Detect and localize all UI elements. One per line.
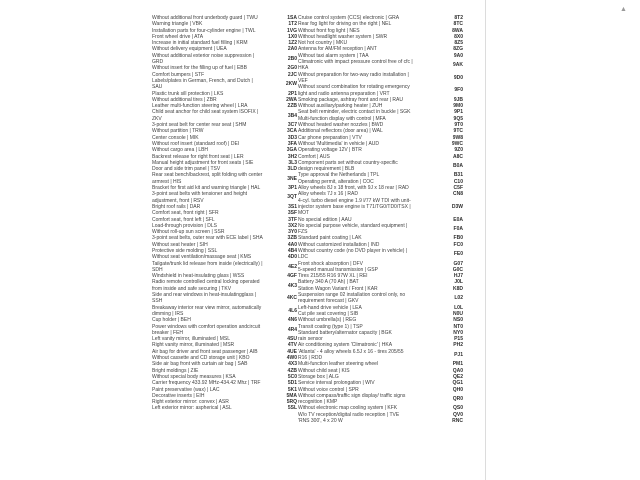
equipment-pr-code: 3CA (286, 128, 297, 135)
equipment-pr-code: 4N6 (287, 317, 297, 324)
equipment-row (152, 305, 297, 318)
equipment-description: Service interval prolongation | WIV (298, 380, 375, 387)
equipment-description: Without heated washer nozzles | BWD (298, 122, 384, 129)
equipment-pr-code: QG1 (452, 380, 463, 387)
equipment-list-right-column (298, 15, 463, 424)
equipment-description: Paint preservative (wax) | LAC (152, 386, 220, 393)
equipment-pr-code: C5F (453, 185, 463, 192)
equipment-row (298, 72, 463, 85)
equipment-pr-code: 4W0 (286, 355, 297, 362)
equipment-description: Without additional front underbody guard | TWU (152, 15, 258, 21)
equipment-pr-code: 9Z0 (454, 147, 463, 154)
equipment-description: Bright moldings | ZIE (152, 367, 199, 374)
equipment-pr-code: 3D3 (287, 134, 297, 141)
equipment-pr-code: 4K3 (287, 282, 297, 289)
equipment-description: Without seat ventilation/massage seat | KMS (152, 254, 252, 261)
equipment-description: Comfort seat, front left | SFL (152, 216, 215, 223)
equipment-description: Bracket for first aid kit and warning triangle | HAL (152, 185, 261, 192)
equipment-pr-code: 8WA (452, 27, 463, 34)
equipment-description: Without cargo area | LBH (152, 147, 209, 154)
equipment-description: Decorative inserts | EIH (152, 392, 205, 399)
equipment-pr-code: 5C0 (287, 373, 297, 380)
equipment-pr-code: 3H2 (287, 153, 297, 160)
equipment-pr-code: 3X2 (288, 222, 297, 229)
equipment-row (152, 405, 297, 411)
equipment-description: Without seat heater | SIH (152, 241, 208, 248)
equipment-pr-code: NT0 (453, 323, 463, 330)
equipment-description: Type approval the Netherlands | TPL (298, 172, 380, 179)
equipment-pr-code: 5RQ (286, 399, 297, 406)
equipment-description: Installation parts for four-cylinder engine | TWL (152, 27, 256, 34)
equipment-description: Without special body measures | KSA (152, 373, 236, 380)
equipment-pr-code: 3FA (287, 140, 297, 147)
equipment-pr-code: 3SF (287, 210, 297, 217)
equipment-description: 3-point seat belt for center rear seat | SHM (152, 122, 247, 129)
equipment-description: Cup holder | BEH (152, 317, 191, 324)
equipment-description: Cruise control system (CCS) electronic | GRA (298, 15, 400, 21)
equipment-pr-code: PJ1 (454, 351, 463, 358)
equipment-description: Station Wagon Variant / Front | KAR (298, 285, 378, 292)
equipment-description: Left vanity mirror, illuminated | MSL (152, 336, 230, 343)
equipment-pr-code: QA0 (452, 367, 463, 374)
equipment-description: No special purpose vehicle, standard equipment | FZS (298, 222, 408, 236)
equipment-description: rain sensor (298, 336, 323, 343)
equipment-description: Without roof insert (standard roof) | DEI (152, 140, 240, 147)
equipment-description: Left-hand drive vehicle | LEA (298, 304, 362, 311)
equipment-pr-code: N0U (452, 310, 463, 317)
equipment-row (152, 78, 297, 91)
equipment-pr-code: 1X0 (288, 33, 297, 40)
equipment-pr-code: 9M0 (453, 103, 463, 110)
equipment-row (298, 349, 463, 362)
equipment-pr-code: 9WC (451, 140, 463, 147)
equipment-pr-code: 3Y0 (288, 229, 297, 236)
equipment-pr-code: 3ZB (287, 235, 297, 242)
equipment-pr-code: FC0 (453, 241, 463, 248)
equipment-row (298, 84, 463, 97)
equipment-pr-code: C10 (453, 178, 463, 185)
equipment-description: Without partition | TRW (152, 128, 204, 135)
equipment-pr-code: 3S1 (288, 203, 297, 210)
equipment-row (298, 198, 463, 217)
equipment-description: Transit coating (type 1) | TSP (298, 323, 363, 330)
equipment-description: Multi-function display with control | MFA (298, 115, 386, 122)
equipment-description: Comfort seat, front right | SFR (152, 210, 219, 217)
scroll-up-icon[interactable]: ▲ (620, 6, 627, 13)
equipment-description: Backrest release for right front seat | LER (152, 153, 244, 160)
equipment-pr-code: D3W (451, 203, 463, 210)
equipment-description: Rear seat bench/backrest, split folding with center armrest | HIS (152, 172, 263, 185)
equipment-pr-code: G0C (452, 266, 463, 273)
equipment-description: Comfort bumpers | STF (152, 71, 205, 78)
equipment-pr-code: 4GF (287, 273, 297, 280)
equipment-description: Without additional exterior noise suppression | GRD (152, 52, 255, 66)
equipment-description: Left exterior mirror: aspherical | ASL (152, 405, 232, 412)
equipment-description: Battery 340 A (70 Ah) | BAT (298, 279, 359, 286)
equipment-description: Alloy wheels 7J x 16 | RAD (298, 191, 358, 198)
equipment-pr-code: 4X3 (288, 361, 297, 368)
equipment-description: Front wheel drive | ATA (152, 33, 204, 40)
equipment-row (152, 261, 297, 274)
equipment-pr-code: F0A (453, 225, 463, 232)
equipment-description: Leather multi-function steering wheel | LRA (152, 103, 248, 110)
equipment-description: Component parts set without country-specific design requirement | BLB (298, 159, 398, 173)
equipment-pr-code: 8X0 (454, 33, 463, 40)
equipment-pr-code: NS0 (453, 317, 463, 324)
equipment-pr-code: FE0 (453, 251, 463, 258)
equipment-description: Seat belt reminder, electric contact in buckle | SGK (298, 109, 411, 116)
equipment-description: Plastic trunk sill protection | LKS (152, 90, 224, 97)
equipment-description: 3-point seat belts with tensioner and height adjustment, front | RSV (152, 191, 248, 204)
equipment-pr-code: QH0 (452, 386, 463, 393)
equipment-pr-code: 3P1 (288, 185, 297, 192)
equipment-pr-code: 1Z2 (288, 40, 297, 47)
equipment-description: Increase in initial standard fuel filling | KRM (152, 40, 248, 47)
equipment-description: Protective side molding | SSL (152, 247, 218, 254)
equipment-description: Without electronic map cooling system | KFK (298, 405, 398, 412)
equipment-description: Without headlight washer system | SWR (298, 33, 388, 40)
equipment-description: Operating voltage 12V | BTR (298, 147, 362, 154)
equipment-description: Comfort | AUS (298, 153, 330, 160)
equipment-description: Without compass/traffic sign display/ traffic signs recognition | KMP (298, 392, 406, 406)
equipment-description: Operating permit, alteration | COC (298, 178, 374, 185)
equipment-pr-code: 1VG (286, 27, 297, 34)
equipment-description: Suspension range 02 installation control only, no requirement forecast | GKV (298, 292, 406, 305)
equipment-pr-code: QS0 (452, 405, 463, 412)
equipment-pr-code: 4SU (287, 336, 297, 343)
equipment-description: Carrier frequency 433.92 MHz-434.42 Mhz | TRF (152, 380, 261, 387)
equipment-description: Air bag for driver and front seat passenger | AIB (152, 348, 258, 355)
equipment-pr-code: 3C7 (287, 122, 297, 129)
equipment-pr-code: 9A0 (453, 52, 463, 59)
equipment-description: Breakaway interior rear view mirror, automatically dimming | IRS (152, 304, 262, 317)
equipment-description: Labels/plates in German, French, and Dutch | SAU (152, 77, 253, 91)
equipment-description: Without taxi alarm system | TAA (298, 52, 369, 59)
equipment-pr-code: 1SA (287, 15, 297, 21)
equipment-description: Side air bag front with curtain air bag | SAB (152, 361, 248, 368)
equipment-pr-code: 8ZG (453, 46, 463, 53)
equipment-description: W/o TV reception/digital radio reception | TVE (298, 411, 400, 418)
equipment-description: Antenna for AM/FM reception | ANT (298, 46, 377, 53)
equipment-description: Child seat anchor for child seat system ISOFIX | ZKV (152, 109, 259, 122)
equipment-pr-code: 3B4 (287, 112, 297, 119)
equipment-pr-code: 9TC (453, 128, 463, 135)
equipment-pr-code: HJ7 (453, 273, 463, 280)
equipment-description: Climatronic with impact pressure control free of cfc | HKA (298, 59, 413, 72)
equipment-pr-code: 2JC (287, 71, 297, 78)
equipment-description: Load-through provision | DLS (152, 222, 217, 229)
equipment-pr-code: 4KC (286, 295, 297, 302)
equipment-pr-code: 2G0 (287, 65, 297, 72)
equipment-pr-code: 9T0 (454, 122, 463, 129)
equipment-pr-code: B31 (453, 172, 463, 179)
equipment-description: Without country code (no DVD player in vehicle) | LDC (298, 247, 408, 261)
equipment-description: Smoking package, ashtray front and rear | RAU (298, 96, 403, 103)
equipment-description: 'Atlanta' - 4 alloy wheels 6.5J x 16 - tires 205/55 R16 | RDD (298, 348, 404, 362)
equipment-pr-code: 5D1 (287, 380, 297, 387)
equipment-description: Power windows with comfort operation andcircuit breaker | FEH (152, 323, 261, 336)
equipment-description: Without customized installation | IND (298, 241, 380, 248)
equipment-pr-code: 9F0 (454, 87, 463, 94)
equipment-description: Storage box | ALG (298, 373, 339, 380)
equipment-description: Without voice control | SPR (298, 386, 359, 393)
equipment-description: 4-cyl. turbo diesel engine 1.9 l/77 kW TDI with unit-injector system base engine is T71/TG0/TD0/TSX | MOT (298, 197, 411, 217)
equipment-pr-code: 9JB (453, 96, 463, 103)
equipment-description: Without delivery equipment | UEA (152, 46, 227, 53)
equipment-pr-code: 1T2 (288, 21, 297, 28)
equipment-row (298, 418, 463, 424)
equipment-pr-code: 8T2 (454, 15, 463, 21)
equipment-description: Without sound combination for rotating emergency light and radio antenna preparation | VRT (298, 84, 410, 97)
equipment-row (152, 279, 297, 292)
equipment-row (152, 191, 297, 204)
equipment-description: Without 'Multimedia' in vehicle | AUD (298, 140, 380, 147)
equipment-description: Door and side trim panel | TSV (152, 166, 221, 173)
equipment-pr-code: 4UE (287, 348, 297, 355)
equipment-description: Tailgate/trunk lid release from inside (electrically) | SDH (152, 260, 263, 273)
equipment-pr-code: J0L (454, 279, 463, 286)
equipment-description: Without child seat | KIS (298, 367, 350, 374)
equipment-pr-code: 2ZB (287, 103, 297, 110)
equipment-pr-code: 3L3 (288, 159, 297, 166)
equipment-description: Right vanity mirror, illuminated | MSR (152, 342, 235, 349)
equipment-row (298, 59, 463, 72)
equipment-row (152, 53, 297, 66)
equipment-description: Standard battery/alternator capacity | BGK (298, 329, 392, 336)
equipment-pr-code: P15 (454, 336, 463, 343)
equipment-description: Without auxiliary/parking heater | ZUH (298, 103, 383, 110)
equipment-description: Without front fog light | NES (298, 27, 360, 34)
equipment-description: Warning triangle | VBK (152, 21, 203, 28)
equipment-pr-code: 3QT (287, 194, 297, 201)
equipment-pr-code: 2P1 (288, 90, 297, 97)
equipment-description: 3-point seat belts, outer rear with ECE label | SHA (152, 235, 263, 242)
equipment-description: Cut pile seat covering | SIB (298, 310, 359, 317)
equipment-pr-code: CN8 (452, 191, 463, 198)
equipment-pr-code: 8Z5 (454, 40, 463, 47)
equipment-pr-code: PH2 (453, 342, 463, 349)
equipment-description: Car phone preparation | VTV (298, 134, 362, 141)
equipment-pr-code: B0A (452, 162, 463, 169)
equipment-row (298, 292, 463, 305)
equipment-description: Tires 215/55 R16 97W XL | REI (298, 273, 368, 280)
equipment-row (152, 109, 297, 122)
equipment-pr-code: 4E2 (288, 263, 297, 270)
equipment-pr-code: 2WA (286, 96, 297, 103)
equipment-description: Side and rear windows in heat-insulatingglass | SSH (152, 292, 257, 305)
equipment-pr-code: 5MA (286, 392, 297, 399)
equipment-row (298, 223, 463, 236)
equipment-pr-code: RNC (452, 418, 463, 424)
equipment-description: Multi-function leather steering wheel (298, 361, 379, 368)
equipment-row (298, 393, 463, 406)
equipment-pr-code: 9P1 (454, 109, 463, 116)
equipment-pr-code: NY0 (453, 329, 463, 336)
equipment-description: Without umbrella(s) | REG (298, 317, 357, 324)
equipment-description: Without insert for the filling up of fuel | EBB (152, 65, 247, 72)
equipment-description: Standard paint coating | LAK (298, 235, 362, 242)
equipment-pr-code: 3LD (287, 166, 297, 173)
equipment-pr-code: 9Q5 (453, 115, 463, 122)
equipment-row (152, 324, 297, 337)
equipment-pr-code: G07 (453, 260, 463, 267)
equipment-description: Rear fog light for driving on the right | NEL (298, 21, 392, 28)
page-edge-divider (485, 0, 486, 480)
equipment-description: Right exterior mirror: convex | ASR (152, 399, 229, 406)
equipment-pr-code: 8TC (453, 21, 463, 28)
equipment-pr-code: QR0 (452, 395, 463, 402)
equipment-pr-code: PM1 (452, 361, 463, 368)
equipment-pr-code: 5SL (287, 405, 297, 412)
equipment-row (298, 160, 463, 173)
equipment-description: Air conditioning system 'Climatronic' | HKA (298, 342, 393, 349)
equipment-list-left-column (152, 15, 297, 412)
equipment-description: Without preparation for two-way radio installation | VEF (298, 71, 409, 84)
equipment-description: No special edition | AAU (298, 216, 352, 223)
equipment-pr-code: 3GA (286, 147, 297, 154)
equipment-pr-code: QE2 (452, 373, 463, 380)
equipment-pr-code: 4D0 (287, 254, 297, 261)
equipment-pr-code: 9W8 (452, 134, 463, 141)
equipment-description: Not hot country | MKU (298, 40, 348, 47)
equipment-pr-code: 9D0 (453, 74, 463, 81)
equipment-pr-code: 3NE (287, 175, 297, 182)
equipment-pr-code: 4B4 (287, 247, 297, 254)
equipment-description: Without cassette and CD storage unit | KBO (152, 355, 250, 362)
equipment-description: Windshield in heat-insulating glass | WSS (152, 273, 245, 280)
equipment-pr-code: QV0 (452, 411, 463, 418)
equipment-pr-code: 9AK (452, 62, 463, 69)
equipment-description: 5-speed manual transmission | GSP (298, 266, 378, 273)
equipment-pr-code: 3TF (288, 216, 297, 223)
equipment-pr-code: L02 (454, 295, 463, 302)
equipment-row (298, 248, 463, 261)
equipment-pr-code: 4TV (287, 342, 297, 349)
equipment-description: Alloy wheels 8J x 18 front, with 9J x 18 rear | RAD (298, 185, 409, 192)
equipment-description: Without additional tires | ZBR (152, 96, 217, 103)
equipment-pr-code: 4ZB (287, 367, 297, 374)
equipment-pr-code: K8D (452, 285, 463, 292)
equipment-description: Center console | MIK (152, 134, 199, 141)
equipment-pr-code: 5K1 (287, 386, 297, 393)
equipment-pr-code: FB0 (453, 235, 463, 242)
equipment-pr-code: E0A (453, 216, 463, 223)
equipment-pr-code: 4L6 (288, 307, 297, 314)
equipment-description: Radio remote controlled central locking operated from inside and safe securing | TKV (152, 279, 260, 292)
equipment-pr-code: 2B0 (287, 55, 297, 62)
equipment-pr-code: 2KW (285, 81, 297, 88)
equipment-pr-code: 2A0 (287, 46, 297, 53)
equipment-pr-code: A8C (452, 153, 463, 160)
equipment-description: Front shock absorption | DFV (298, 260, 363, 267)
equipment-row (152, 292, 297, 305)
equipment-description: 'RNS 300', 4 x 20 W (298, 418, 343, 424)
equipment-description: Without roll-up sun screen | SSR (152, 229, 225, 236)
equipment-pr-code: 4R4 (287, 326, 297, 333)
equipment-row (152, 172, 297, 185)
equipment-description: Bright roof rails | DAR (152, 203, 201, 210)
equipment-description: Additional reflectors (door area) | WAL (298, 128, 383, 135)
equipment-pr-code: L0L (454, 304, 463, 311)
equipment-pr-code: 4A0 (287, 241, 297, 248)
equipment-description: Manual height adjustment for front seats | SIE (152, 159, 254, 166)
